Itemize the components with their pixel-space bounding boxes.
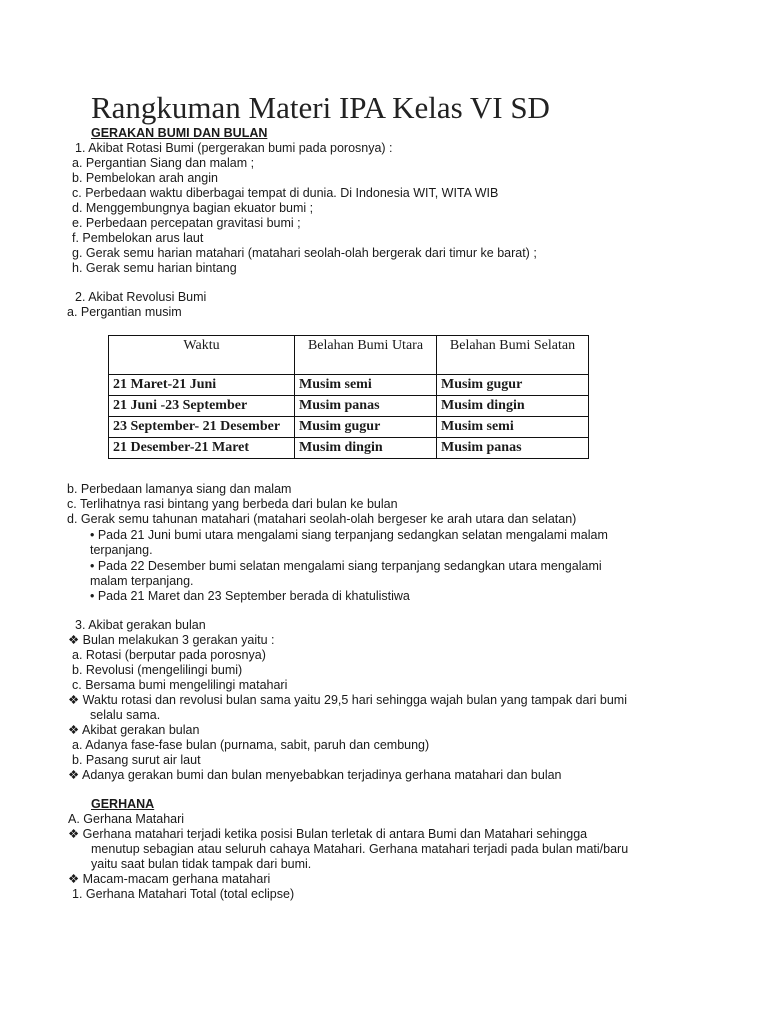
list-item: g. Gerak semu harian matahari (matahari seolah-olah bergerak dari timur ke barat) ; — [72, 246, 537, 260]
table-row — [109, 375, 589, 396]
table-row — [109, 438, 589, 459]
season-table — [108, 335, 589, 459]
list-item: ❖ Akibat gerakan bulan — [68, 723, 200, 737]
list-item: ❖ Bulan melakukan 3 gerakan yaitu : — [68, 633, 275, 647]
bullet-item: • Pada 21 Maret dan 23 September berada di khatulistiwa — [90, 589, 410, 603]
list-item: 3. Akibat gerakan bulan — [75, 618, 206, 632]
list-item: c. Bersama bumi mengelilingi matahari — [72, 678, 288, 692]
table-cell: 21 Maret-21 Juni — [109, 375, 295, 396]
list-item: menutup sebagian atau seluruh cahaya Matahari. Gerhana matahari terjadi pada bulan mati/baru — [91, 842, 629, 856]
list-item: h. Gerak semu harian bintang — [72, 261, 237, 275]
list-item: 1. Gerhana Matahari Total (total eclipse) — [72, 887, 295, 901]
list-item: c. Terlihatnya rasi bintang yang berbeda dari bulan ke bulan — [67, 497, 398, 511]
list-item: e. Perbedaan percepatan gravitasi bumi ; — [72, 216, 301, 230]
list-item: yaitu saat bulan tidak tampak dari bumi. — [91, 857, 312, 871]
list-item: d. Gerak semu tahunan matahari (matahari seolah-olah bergeser ke arah utara dan selatan) — [67, 512, 577, 526]
table-header-row — [109, 336, 589, 375]
list-item: A. Gerhana Matahari — [68, 812, 185, 826]
section-heading-gerakan: GERAKAN BUMI DAN BULAN — [91, 126, 268, 140]
list-item: b. Pembelokan arah angin — [72, 171, 218, 185]
table-row — [109, 417, 589, 438]
list-item: a. Pergantian Siang dan malam ; — [72, 156, 255, 170]
bullet-item: malam terpanjang. — [90, 574, 194, 588]
list-item: a. Pergantian musim — [67, 305, 182, 319]
list-item: ❖ Macam-macam gerhana matahari — [68, 872, 271, 886]
list-item: ❖ Adanya gerakan bumi dan bulan menyebabkan terjadinya gerhana matahari dan bulan — [68, 768, 562, 782]
table-header: Waktu — [109, 336, 295, 375]
list-item: a. Adanya fase-fase bulan (purnama, sabit, paruh dan cembung) — [72, 738, 430, 752]
section-heading-gerhana: GERHANA — [91, 797, 155, 811]
table-cell: Musim gugur — [295, 417, 437, 438]
bullet-item: • Pada 21 Juni bumi utara mengalami siang terpanjang sedangkan selatan mengalami malam — [90, 528, 608, 542]
list-item: 2. Akibat Revolusi Bumi — [75, 290, 207, 304]
list-item: 1. Akibat Rotasi Bumi (pergerakan bumi pada porosnya) : — [75, 141, 393, 155]
list-item: d. Menggembungnya bagian ekuator bumi ; — [72, 201, 314, 215]
table-cell: Musim dingin — [295, 438, 437, 459]
table-cell: Musim semi — [437, 417, 589, 438]
table-row — [109, 396, 589, 417]
list-item: b. Revolusi (mengelilingi bumi) — [72, 663, 243, 677]
bullet-item: terpanjang. — [90, 543, 153, 557]
table-cell: Musim semi — [295, 375, 437, 396]
list-item: ❖ Gerhana matahari terjadi ketika posisi Bulan terletak di antara Bumi dan Matahari sehingga — [68, 827, 588, 841]
bullet-item: • Pada 22 Desember bumi selatan mengalami siang terpanjang sedangkan utara mengalami — [90, 559, 602, 573]
table-cell: 23 September- 21 Desember — [109, 417, 295, 438]
table-cell: 21 Desember-21 Maret — [109, 438, 295, 459]
table-cell: Musim panas — [437, 438, 589, 459]
list-item: b. Pasang surut air laut — [72, 753, 201, 767]
table-header: Belahan Bumi Utara — [295, 336, 437, 375]
list-item: f. Pembelokan arus laut — [72, 231, 204, 245]
table-cell: Musim dingin — [437, 396, 589, 417]
list-item: a. Rotasi (berputar pada porosnya) — [72, 648, 266, 662]
page-title: Rangkuman Materi IPA Kelas VI SD — [91, 90, 550, 125]
list-item: b. Perbedaan lamanya siang dan malam — [67, 482, 292, 496]
list-item: c. Perbedaan waktu diberbagai tempat di dunia. Di Indonesia WIT, WITA WIB — [72, 186, 499, 200]
table-header: Belahan Bumi Selatan — [437, 336, 589, 375]
list-item: selalu sama. — [90, 708, 161, 722]
list-item: ❖ Waktu rotasi dan revolusi bulan sama yaitu 29,5 hari sehingga wajah bulan yang tampak dari bumi — [68, 693, 627, 707]
table-cell: Musim panas — [295, 396, 437, 417]
table-cell: Musim gugur — [437, 375, 589, 396]
table-cell: 21 Juni -23 September — [109, 396, 295, 417]
